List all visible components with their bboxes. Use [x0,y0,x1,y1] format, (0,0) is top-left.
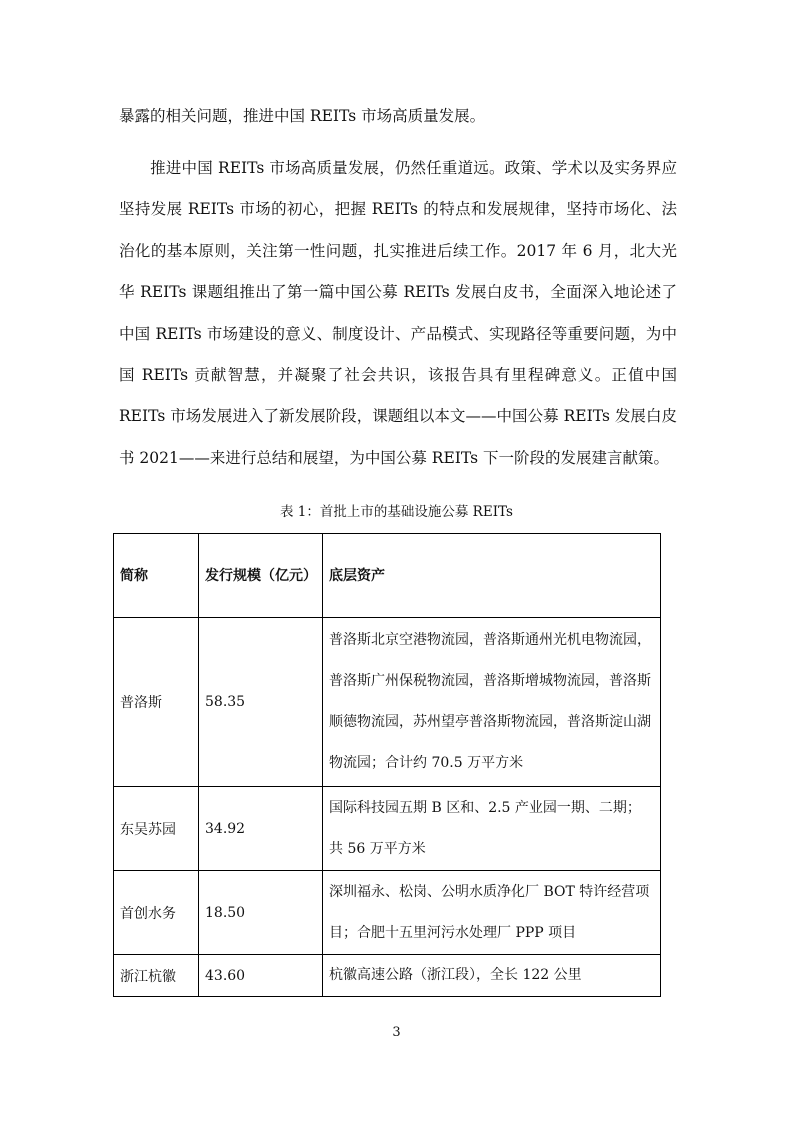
table-row [114,787,661,871]
cell-scale: 58.35 [199,618,323,787]
cell-asset: 杭徽高速公路（浙江段），全长 122 公里 [323,955,661,997]
table-row [114,871,661,955]
cell-scale: 34.92 [199,787,323,871]
cell-name: 浙江杭徽 [114,955,199,997]
cell-asset: 普洛斯北京空港物流园，普洛斯通州光机电物流园，普洛斯广州保税物流园，普洛斯增城物流园，普洛斯顺德物流园，苏州望亭普洛斯物流园，普洛斯淀山湖物流园；合计约 70.5 万平方米 [323,618,661,787]
table-caption: 表 1：首批上市的基础设施公募 REITs [280,504,513,520]
table-row [114,955,661,997]
cell-asset: 深圳福永、松岗、公明水质净化厂 BOT 特许经营项目；合肥十五里河污水处理厂 PPP 项目 [323,871,661,955]
cell-name: 东吴苏园 [114,787,199,871]
table-header-row [114,534,661,618]
cell-scale: 43.60 [199,955,323,997]
cell-scale: 18.50 [199,871,323,955]
cell-name: 首创水务 [114,871,199,955]
header-name: 简称 [114,534,199,618]
cell-asset: 国际科技园五期 B 区和、2.5 产业园一期、二期；共 56 万平方米 [323,787,661,871]
paragraph-main-text: 推进中国 REITs 市场高质量发展，仍然任重道远。政策、学术以及实务界应坚持发展 REITs 市场的初心，把握 REITs 的特点和发展规律，坚持市场化、法治化的基本原则，关注第一性问题，扎实推进后续工作。2017 年 6 月，北大光华 REITs 课题组推出了第一篇中国公募 REITs 发展白皮书，全面深入地论述了中国 REITs 市场建设的意义、制度设计、产品模式、实现路径等重要问题，为中国 REITs 贡献智慧，并凝聚了社会共识，该报告具有里程碑意义。正值中国 REITs 市场发展进入了新发展阶段，课题组以本文——中国公募 REITs 发展白皮书 2021——来进行总结和展望，为中国公募 REITs 下一阶段的发展建言献策。 [119,159,677,467]
table-row [114,618,661,787]
reits-table [113,533,661,997]
cell-name: 普洛斯 [114,618,199,787]
header-asset: 底层资产 [323,534,661,618]
page-number: 3 [392,1025,401,1040]
paragraph-main [119,148,677,479]
header-scale: 发行规模（亿元） [199,534,323,618]
paragraph-intro-tail: 暴露的相关问题，推进中国 REITs 市场高质量发展。 [119,107,486,125]
